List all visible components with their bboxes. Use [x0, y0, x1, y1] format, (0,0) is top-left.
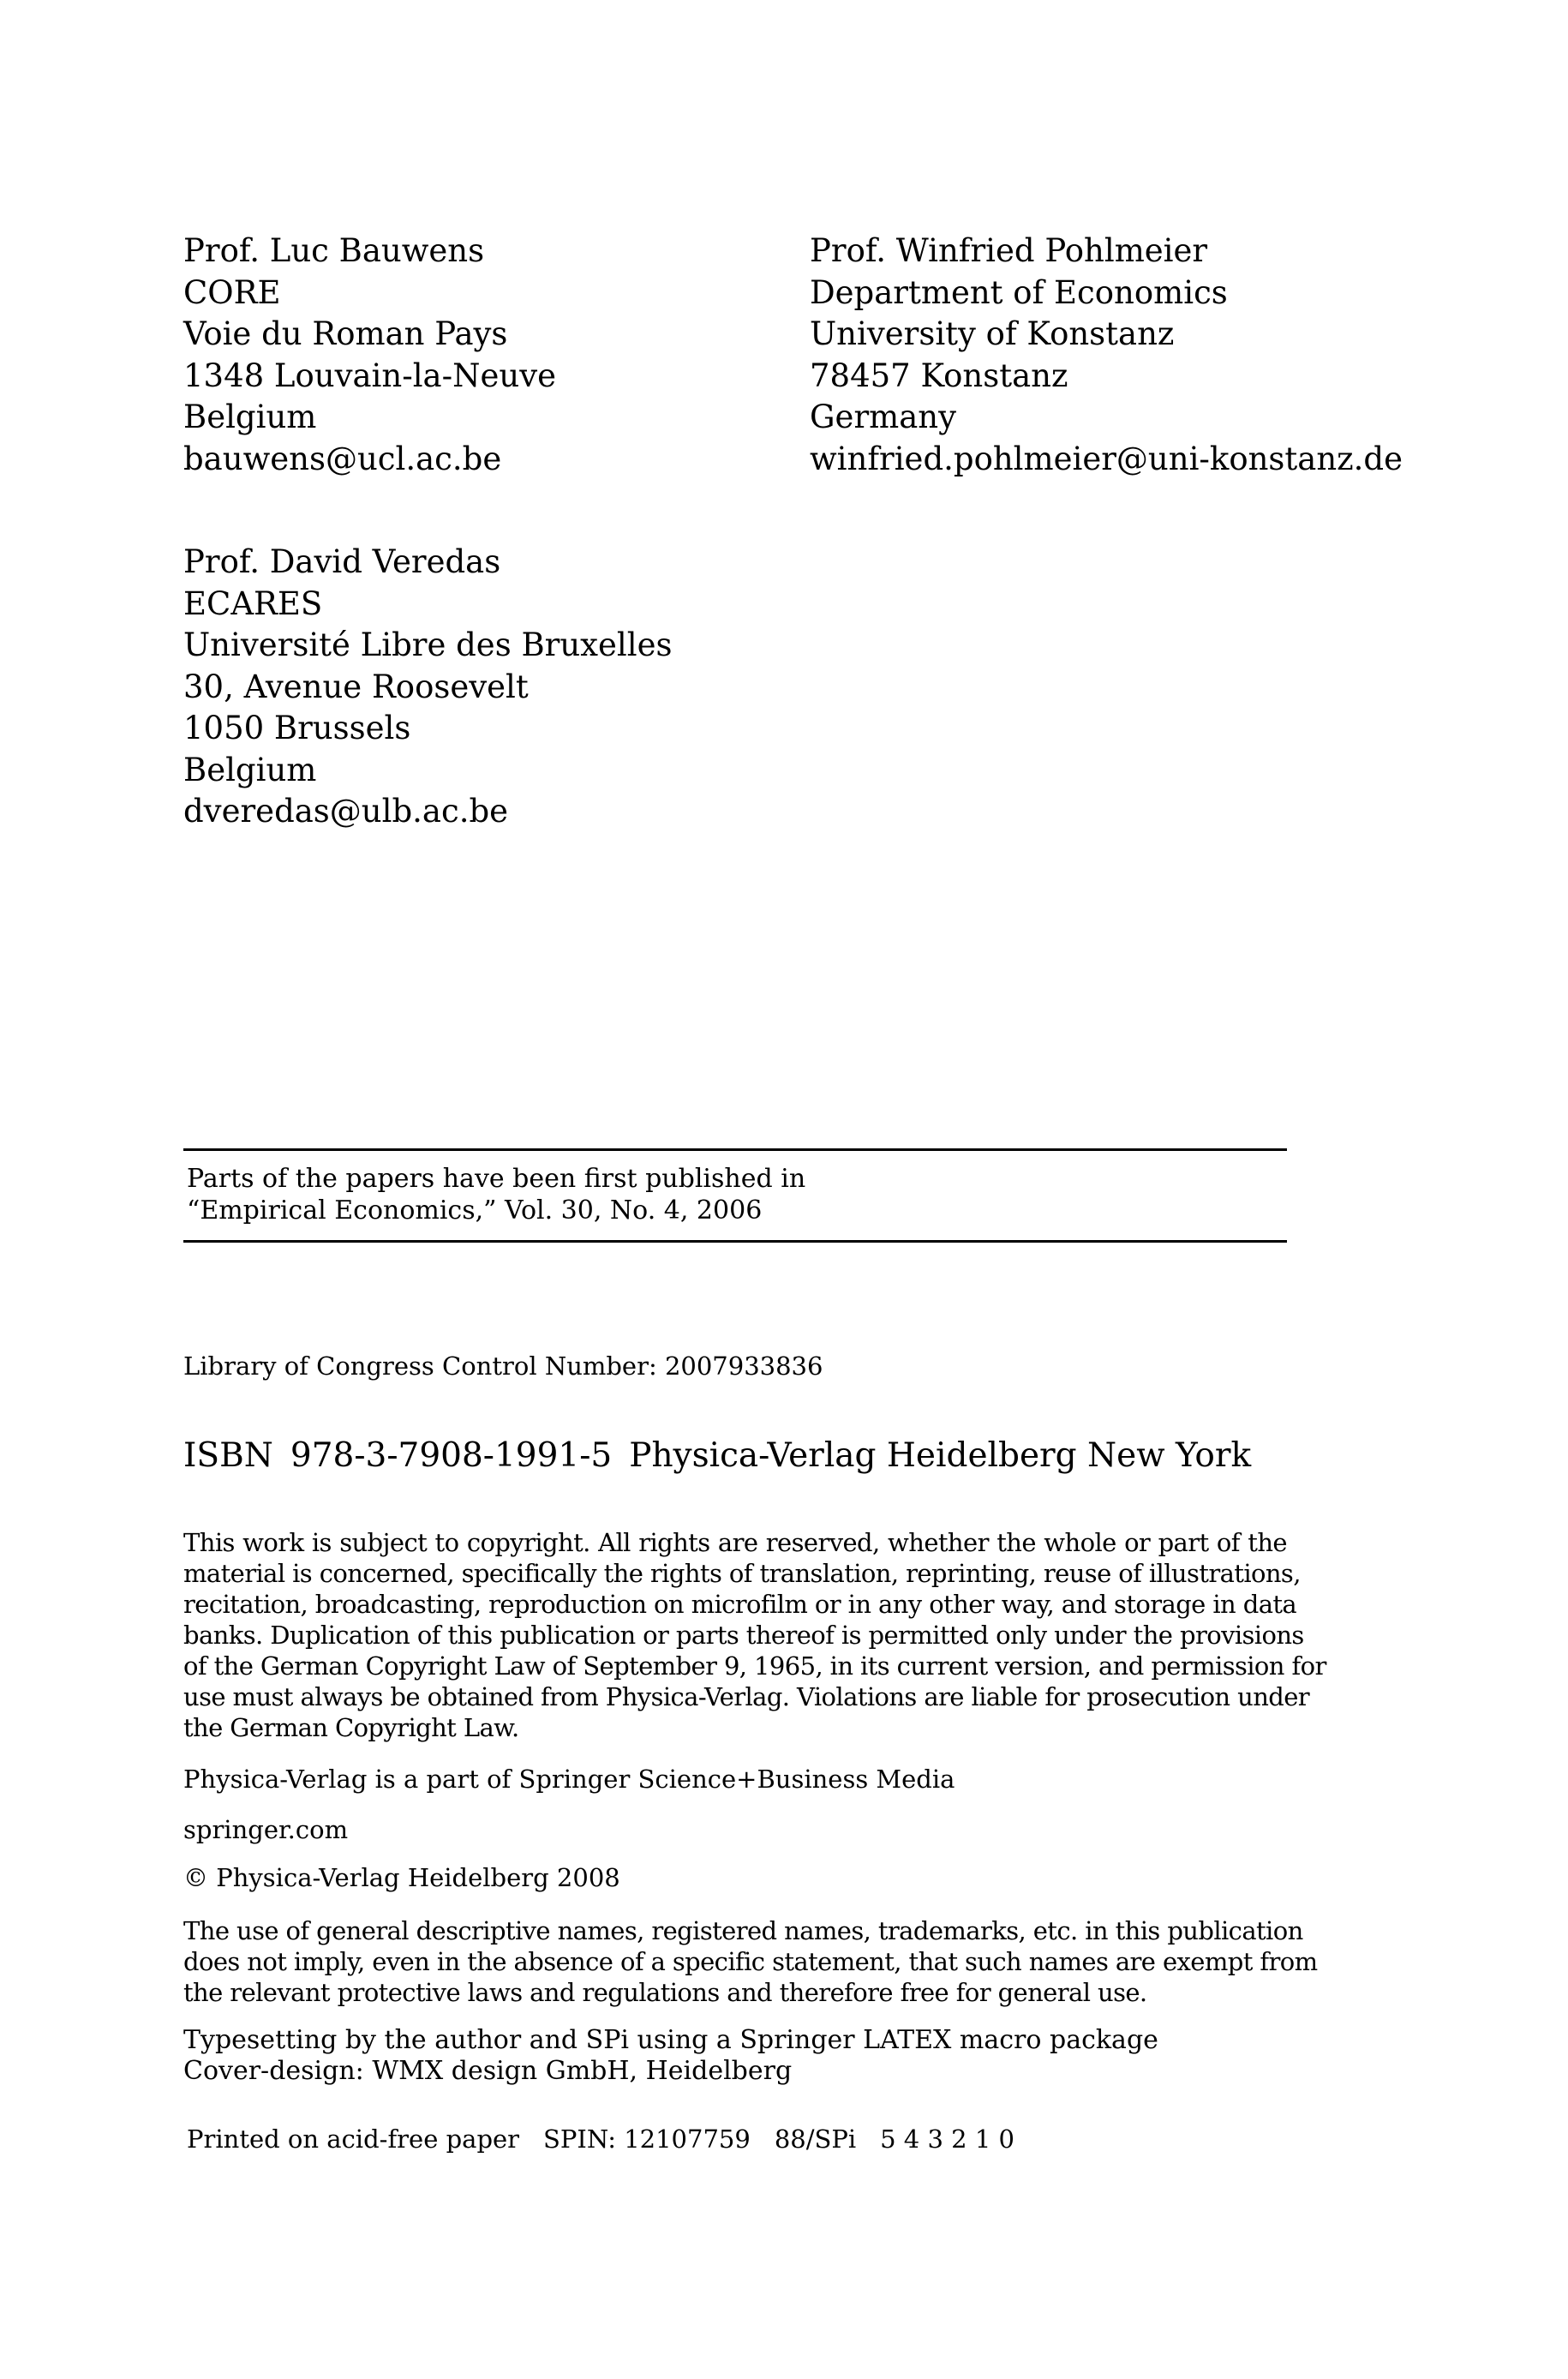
- isbn-publisher: Physica-Verlag Heidelberg New York: [629, 1436, 1252, 1475]
- copyright-paragraph: [183, 1527, 1326, 1743]
- address-line: CORE: [183, 273, 281, 311]
- cover-design-line: Cover-design: WMX design GmbH, Heidelberg: [183, 2056, 793, 2086]
- publication-note-line: “Empirical Economics,” Vol. 30, No. 4, 2006: [187, 1195, 763, 1225]
- address-line: Belgium: [183, 398, 317, 435]
- address-line: Université Libre des Bruxelles: [183, 626, 673, 663]
- email-address: winfried.pohlmeier@uni-konstanz.de: [810, 440, 1403, 477]
- copyright-line: of the German Copyright Law of September 9, 1965, in its current version, and permission for: [183, 1651, 1326, 1681]
- address-line: 30, Avenue Roosevelt: [183, 668, 529, 705]
- typesetting-line: Typesetting by the author and SPi using a Springer LATEX macro package: [183, 2025, 1158, 2055]
- copyright-line: recitation, broadcasting, reproduction on microfilm or in any other way, and storage in data: [183, 1590, 1297, 1619]
- spin-number: SPIN: 12107759: [543, 2124, 751, 2154]
- publisher-affiliation: Physica-Verlag is a part of Springer Science+Business Media: [183, 1765, 955, 1794]
- address-line: ECARES: [183, 584, 323, 622]
- address-bauwens: [183, 231, 556, 480]
- trademark-paragraph: [183, 1915, 1318, 2008]
- website: springer.com: [183, 1815, 349, 1844]
- trademark-line: does not imply, even in the absence of a specific statement, that such names are exempt from: [183, 1947, 1318, 1976]
- print-run: 5 4 3 2 1 0: [880, 2124, 1014, 2154]
- trademark-line: The use of general descriptive names, registered names, trademarks, etc. in this publication: [183, 1916, 1303, 1945]
- email-address: dveredas@ulb.ac.be: [183, 793, 509, 830]
- copyright-line: banks. Duplication of this publication or parts thereof is permitted only under the provisions: [183, 1621, 1304, 1650]
- email-address: bauwens@ucl.ac.be: [183, 440, 502, 477]
- isbn-line: [183, 1436, 1268, 1475]
- copyright-line: use must always be obtained from Physica-Verlag. Violations are liable for prosecution under: [183, 1682, 1310, 1711]
- address-line: Voie du Roman Pays: [183, 315, 508, 352]
- copyright-line: This work is subject to copyright. All rights are reserved, whether the whole or part of the: [183, 1528, 1287, 1557]
- typesetting-credits: [183, 2025, 1287, 2087]
- paper-note: Printed on acid-free paper: [187, 2124, 520, 2154]
- address-line: Department of Economics: [810, 273, 1228, 311]
- trademark-line: the relevant protective laws and regulations and therefore free for general use.: [183, 1978, 1147, 2007]
- top-divider: [183, 1148, 1287, 1151]
- publication-note: [187, 1163, 805, 1226]
- address-line: 1050 Brussels: [183, 710, 411, 746]
- address-line: 1348 Louvain-la-Neuve: [183, 357, 557, 394]
- address-veredas: [183, 542, 672, 833]
- address-line: Germany: [810, 398, 957, 435]
- address-line: Belgium: [183, 751, 317, 788]
- lccn: Library of Congress Control Number: 2007933836: [183, 1351, 823, 1381]
- address-line: 78457 Konstanz: [810, 357, 1068, 394]
- isbn-number: 978-3-7908-1991-5: [290, 1436, 613, 1475]
- address-pohlmeier: [810, 231, 1403, 480]
- printer-code: 88/SPi: [774, 2124, 857, 2154]
- copyright-line: the German Copyright Law.: [183, 1713, 519, 1742]
- copyright-line: material is concerned, specifically the rights of translation, reprinting, reuse of illustrations,: [183, 1559, 1301, 1588]
- address-line: Prof. Luc Bauwens: [183, 232, 485, 269]
- address-line: University of Konstanz: [810, 315, 1175, 352]
- isbn-label: ISBN: [183, 1436, 273, 1475]
- printing-info: [187, 2124, 1290, 2154]
- publication-note-line: Parts of the papers have been first published in: [187, 1164, 806, 1194]
- bottom-divider: [183, 1240, 1287, 1243]
- address-line: Prof. Winfried Pohlmeier: [810, 232, 1208, 269]
- address-line: Prof. David Veredas: [183, 543, 501, 580]
- copyright-holder: © Physica-Verlag Heidelberg 2008: [183, 1863, 620, 1892]
